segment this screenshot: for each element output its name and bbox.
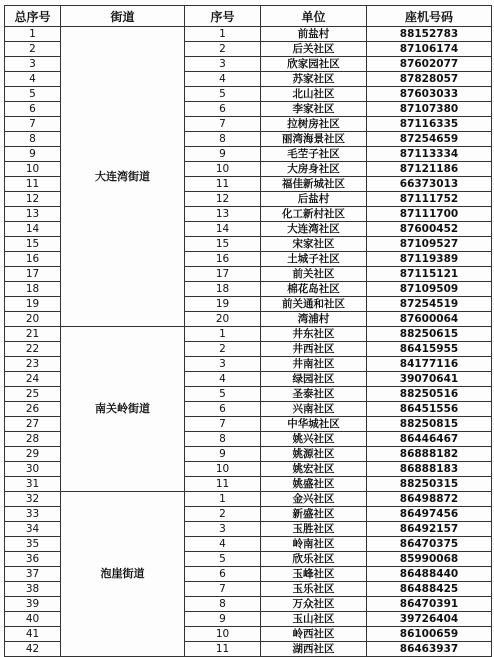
- phone-number-cell: 86488425: [367, 582, 492, 597]
- phone-number-cell: 87109527: [367, 237, 492, 252]
- unit-name-cell: 玉山社区: [261, 612, 367, 627]
- total-seq-cell: 36: [5, 552, 61, 567]
- seq-cell: 2: [185, 507, 261, 522]
- unit-name-cell: 前关通和社区: [261, 297, 367, 312]
- table-row: [5, 492, 492, 507]
- unit-name-cell: 前关社区: [261, 267, 367, 282]
- total-seq-cell: 5: [5, 87, 61, 102]
- unit-name-cell: 姚兴社区: [261, 432, 367, 447]
- total-seq-cell: 16: [5, 252, 61, 267]
- unit-name-cell: 毛茔子社区: [261, 147, 367, 162]
- unit-name-cell: 北山社区: [261, 87, 367, 102]
- unit-name-cell: 姚盛社区: [261, 477, 367, 492]
- phone-number-cell: 87113334: [367, 147, 492, 162]
- unit-name-cell: 中华城社区: [261, 417, 367, 432]
- unit-name-cell: 后关社区: [261, 42, 367, 57]
- seq-cell: 7: [185, 417, 261, 432]
- phone-number-cell: 88250315: [367, 477, 492, 492]
- phone-number-cell: 87254519: [367, 297, 492, 312]
- unit-name-cell: 岭南社区: [261, 537, 367, 552]
- header-seq: 序号: [185, 6, 261, 27]
- phone-number-cell: 86492157: [367, 522, 492, 537]
- seq-cell: 6: [185, 567, 261, 582]
- phone-number-cell: 86498872: [367, 492, 492, 507]
- seq-cell: 19: [185, 297, 261, 312]
- phone-number-cell: 87119389: [367, 252, 492, 267]
- phone-number-cell: 87111700: [367, 207, 492, 222]
- phone-number-cell: 86415955: [367, 342, 492, 357]
- total-seq-cell: 1: [5, 27, 61, 42]
- seq-cell: 5: [185, 387, 261, 402]
- street-name-cell: 南关岭街道: [61, 327, 185, 492]
- total-seq-cell: 30: [5, 462, 61, 477]
- seq-cell: 8: [185, 132, 261, 147]
- phone-number-cell: 87121186: [367, 162, 492, 177]
- total-seq-cell: 31: [5, 477, 61, 492]
- phone-number-cell: 87111752: [367, 192, 492, 207]
- unit-name-cell: 湾浦村: [261, 312, 367, 327]
- seq-cell: 4: [185, 372, 261, 387]
- total-seq-cell: 3: [5, 57, 61, 72]
- total-seq-cell: 26: [5, 402, 61, 417]
- seq-cell: 9: [185, 612, 261, 627]
- street-name-cell: 泡崖街道: [61, 492, 185, 657]
- phone-number-cell: 86451556: [367, 402, 492, 417]
- total-seq-cell: 22: [5, 342, 61, 357]
- seq-cell: 1: [185, 327, 261, 342]
- seq-cell: 8: [185, 432, 261, 447]
- total-seq-cell: 38: [5, 582, 61, 597]
- unit-name-cell: 化工新村社区: [261, 207, 367, 222]
- unit-name-cell: 万众社区: [261, 597, 367, 612]
- seq-cell: 11: [185, 177, 261, 192]
- phone-number-cell: 86470391: [367, 597, 492, 612]
- seq-cell: 3: [185, 522, 261, 537]
- seq-cell: 1: [185, 27, 261, 42]
- unit-name-cell: 岭西社区: [261, 627, 367, 642]
- seq-cell: 6: [185, 402, 261, 417]
- header-total-seq: 总序号: [5, 6, 61, 27]
- unit-name-cell: 玉峰社区: [261, 567, 367, 582]
- unit-name-cell: 玉胜社区: [261, 522, 367, 537]
- total-seq-cell: 12: [5, 192, 61, 207]
- seq-cell: 11: [185, 477, 261, 492]
- seq-cell: 3: [185, 57, 261, 72]
- seq-cell: 6: [185, 102, 261, 117]
- total-seq-cell: 23: [5, 357, 61, 372]
- total-seq-cell: 27: [5, 417, 61, 432]
- total-seq-cell: 4: [5, 72, 61, 87]
- phone-number-cell: 86888183: [367, 462, 492, 477]
- header-street: 街道: [61, 6, 185, 27]
- phone-number-cell: 88250516: [367, 387, 492, 402]
- table-row: [5, 327, 492, 342]
- total-seq-cell: 2: [5, 42, 61, 57]
- phone-number-cell: 87600064: [367, 312, 492, 327]
- total-seq-cell: 33: [5, 507, 61, 522]
- seq-cell: 9: [185, 147, 261, 162]
- seq-cell: 14: [185, 222, 261, 237]
- unit-name-cell: 后盐村: [261, 192, 367, 207]
- total-seq-cell: 34: [5, 522, 61, 537]
- phone-number-cell: 86100659: [367, 627, 492, 642]
- seq-cell: 2: [185, 342, 261, 357]
- unit-name-cell: 圣泰社区: [261, 387, 367, 402]
- seq-cell: 16: [185, 252, 261, 267]
- unit-name-cell: 兴南社区: [261, 402, 367, 417]
- total-seq-cell: 18: [5, 282, 61, 297]
- table-row: [5, 27, 492, 42]
- seq-cell: 12: [185, 192, 261, 207]
- seq-cell: 4: [185, 537, 261, 552]
- phone-number-cell: 87109509: [367, 282, 492, 297]
- unit-name-cell: 土城子社区: [261, 252, 367, 267]
- total-seq-cell: 15: [5, 237, 61, 252]
- unit-name-cell: 大连湾社区: [261, 222, 367, 237]
- seq-cell: 13: [185, 207, 261, 222]
- seq-cell: 7: [185, 117, 261, 132]
- seq-cell: 1: [185, 492, 261, 507]
- unit-name-cell: 玉乐社区: [261, 582, 367, 597]
- total-seq-cell: 24: [5, 372, 61, 387]
- seq-cell: 3: [185, 357, 261, 372]
- phone-number-cell: 39726404: [367, 612, 492, 627]
- header-unit: 单位: [261, 6, 367, 27]
- phone-number-cell: 87107380: [367, 102, 492, 117]
- seq-cell: 20: [185, 312, 261, 327]
- seq-cell: 5: [185, 87, 261, 102]
- unit-name-cell: 井东社区: [261, 327, 367, 342]
- unit-name-cell: 姚宏社区: [261, 462, 367, 477]
- total-seq-cell: 39: [5, 597, 61, 612]
- unit-name-cell: 欣乐社区: [261, 552, 367, 567]
- phone-number-cell: 87828057: [367, 72, 492, 87]
- seq-cell: 18: [185, 282, 261, 297]
- total-seq-cell: 14: [5, 222, 61, 237]
- phone-number-cell: 87254659: [367, 132, 492, 147]
- phone-number-cell: 86446467: [367, 432, 492, 447]
- unit-name-cell: 棉花岛社区: [261, 282, 367, 297]
- seq-cell: 4: [185, 72, 261, 87]
- unit-name-cell: 宋家社区: [261, 237, 367, 252]
- unit-name-cell: 金兴社区: [261, 492, 367, 507]
- seq-cell: 15: [185, 237, 261, 252]
- phone-directory-table: [4, 5, 492, 657]
- total-seq-cell: 10: [5, 162, 61, 177]
- unit-name-cell: 拉树房社区: [261, 117, 367, 132]
- total-seq-cell: 35: [5, 537, 61, 552]
- total-seq-cell: 41: [5, 627, 61, 642]
- seq-cell: 17: [185, 267, 261, 282]
- phone-number-cell: 86488440: [367, 567, 492, 582]
- phone-number-cell: 85990068: [367, 552, 492, 567]
- phone-number-cell: 88250815: [367, 417, 492, 432]
- phone-number-cell: 87600452: [367, 222, 492, 237]
- seq-cell: 5: [185, 552, 261, 567]
- unit-name-cell: 李家社区: [261, 102, 367, 117]
- table-body: [5, 27, 492, 657]
- unit-name-cell: 丽湾海景社区: [261, 132, 367, 147]
- seq-cell: 7: [185, 582, 261, 597]
- header-phone: 座机号码: [367, 6, 492, 27]
- total-seq-cell: 13: [5, 207, 61, 222]
- unit-name-cell: 绿园社区: [261, 372, 367, 387]
- seq-cell: 10: [185, 462, 261, 477]
- phone-number-cell: 88250615: [367, 327, 492, 342]
- unit-name-cell: 福佳新城社区: [261, 177, 367, 192]
- seq-cell: 2: [185, 42, 261, 57]
- phone-number-cell: 87116335: [367, 117, 492, 132]
- total-seq-cell: 17: [5, 267, 61, 282]
- total-seq-cell: 6: [5, 102, 61, 117]
- street-name-cell: 大连湾街道: [61, 27, 185, 327]
- phone-number-cell: 87603033: [367, 87, 492, 102]
- total-seq-cell: 11: [5, 177, 61, 192]
- unit-name-cell: 前盐村: [261, 27, 367, 42]
- phone-number-cell: 86470375: [367, 537, 492, 552]
- unit-name-cell: 井南社区: [261, 357, 367, 372]
- unit-name-cell: 大房身社区: [261, 162, 367, 177]
- unit-name-cell: 苏家社区: [261, 72, 367, 87]
- unit-name-cell: 欣家园社区: [261, 57, 367, 72]
- phone-number-cell: 66373013: [367, 177, 492, 192]
- seq-cell: 10: [185, 162, 261, 177]
- table-header-row: [5, 6, 492, 27]
- phone-number-cell: 39070641: [367, 372, 492, 387]
- total-seq-cell: 29: [5, 447, 61, 462]
- seq-cell: 8: [185, 597, 261, 612]
- total-seq-cell: 40: [5, 612, 61, 627]
- unit-name-cell: 井西社区: [261, 342, 367, 357]
- total-seq-cell: 7: [5, 117, 61, 132]
- total-seq-cell: 8: [5, 132, 61, 147]
- total-seq-cell: 37: [5, 567, 61, 582]
- phone-number-cell: 87115121: [367, 267, 492, 282]
- phone-number-cell: 86888182: [367, 447, 492, 462]
- unit-name-cell: 新盛社区: [261, 507, 367, 522]
- unit-name-cell: 姚源社区: [261, 447, 367, 462]
- total-seq-cell: 28: [5, 432, 61, 447]
- total-seq-cell: 42: [5, 642, 61, 657]
- unit-name-cell: 湖西社区: [261, 642, 367, 657]
- total-seq-cell: 20: [5, 312, 61, 327]
- total-seq-cell: 21: [5, 327, 61, 342]
- phone-number-cell: 86497456: [367, 507, 492, 522]
- phone-number-cell: 88152783: [367, 27, 492, 42]
- seq-cell: 10: [185, 627, 261, 642]
- total-seq-cell: 25: [5, 387, 61, 402]
- phone-number-cell: 87602077: [367, 57, 492, 72]
- phone-number-cell: 87106174: [367, 42, 492, 57]
- total-seq-cell: 9: [5, 147, 61, 162]
- seq-cell: 11: [185, 642, 261, 657]
- phone-number-cell: 86463937: [367, 642, 492, 657]
- total-seq-cell: 19: [5, 297, 61, 312]
- total-seq-cell: 32: [5, 492, 61, 507]
- phone-number-cell: 84177116: [367, 357, 492, 372]
- seq-cell: 9: [185, 447, 261, 462]
